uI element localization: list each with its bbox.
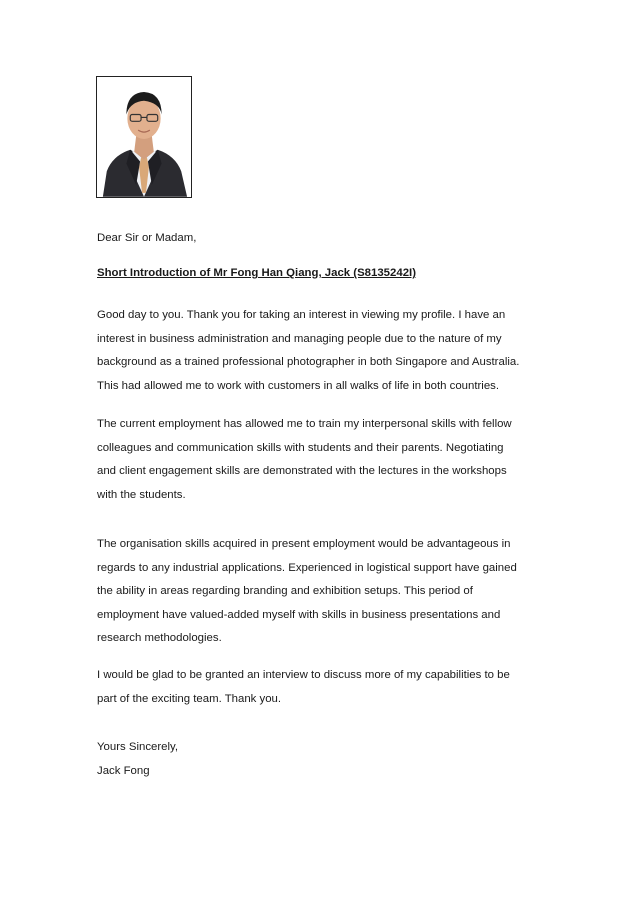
paragraph-line: background as a trained professional photographer in both Singapore and Australia. xyxy=(97,356,520,369)
paragraph-4 xyxy=(97,664,547,711)
paragraph-line: the ability in areas regarding branding and exhibition setups. This period of xyxy=(97,585,473,598)
paragraph-line: This had allowed me to work with customers in all walks of life in both countries. xyxy=(97,379,500,392)
paragraph-line: with the students. xyxy=(97,488,186,501)
portrait-illustration xyxy=(97,77,191,197)
paragraph-line: and client engagement skills are demonstrated with the lectures in the workshops xyxy=(97,465,507,478)
paragraph-3 xyxy=(97,533,547,651)
paragraph-line: The current employment has allowed me to train my interpersonal skills with fellow xyxy=(97,418,512,430)
paragraph-line: The organisation skills acquired in present employment would be advantageous in xyxy=(97,538,511,550)
paragraph-line: regards to any industrial applications. Experienced in logistical support have gained xyxy=(97,561,517,574)
paragraph-line: I would be glad to be granted an interview to discuss more of my capabilities to be xyxy=(97,669,510,681)
profile-photo xyxy=(96,76,192,198)
letter-subject: Short Introduction of Mr Fong Han Qiang, Jack (S8135242I) xyxy=(97,267,416,279)
paragraph-line: employment have valued-added myself with skills in business presentations and xyxy=(97,608,501,621)
paragraph-2 xyxy=(97,413,547,507)
paragraph-1 xyxy=(97,304,547,398)
paragraph-line: colleagues and communication skills with students and their parents. Negotiating xyxy=(97,441,504,454)
signature-name: Jack Fong xyxy=(97,765,150,777)
salutation: Dear Sir or Madam, xyxy=(97,232,197,244)
paragraph-line: interest in business administration and managing people due to the nature of my xyxy=(97,332,502,345)
closing: Yours Sincerely, xyxy=(97,741,179,753)
paragraph-line: Good day to you. Thank you for taking an interest in viewing my profile. I have an xyxy=(97,309,506,321)
paragraph-line: part of the exciting team. Thank you. xyxy=(97,692,282,705)
paragraph-line: research methodologies. xyxy=(97,632,222,645)
